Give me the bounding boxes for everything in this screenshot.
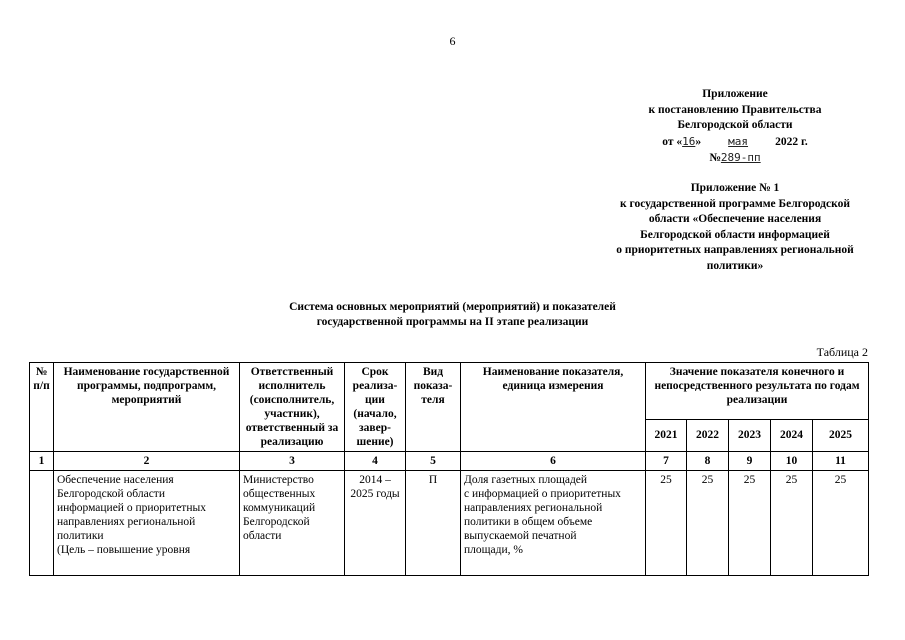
header-type: Вид показа-теля	[406, 363, 461, 452]
resolution-appendix-block	[600, 87, 870, 167]
header-year: 2023	[729, 419, 771, 451]
row-value-cell: 25	[729, 471, 771, 576]
header-year: 2021	[646, 419, 687, 451]
row-name-line: Обеспечение населения	[57, 474, 174, 486]
program-appendix-line: к государственной программе Белгородской	[620, 197, 850, 210]
header-indicator: Наименование показателя, единица измерения	[461, 363, 646, 452]
row-name-line: информацией о приоритетных	[57, 502, 206, 514]
header-name: Наименование государственной программы, подпрограмм, мероприятий	[54, 363, 240, 452]
row-executor-cell	[240, 471, 345, 576]
appendix-date-line	[600, 134, 870, 151]
program-appendix-line: политики»	[706, 259, 764, 272]
row-value-cell: 25	[687, 471, 729, 576]
header-num: № п/п	[30, 363, 54, 452]
row-indicator-line: Доля газетных площадей	[464, 474, 588, 486]
handwritten-date-day: 16	[682, 134, 696, 148]
appendix-number-line	[600, 150, 870, 167]
column-number: 11	[813, 452, 869, 471]
column-number: 8	[687, 452, 729, 471]
date-prefix: от «	[662, 135, 683, 148]
row-indicator-line: политики в общем объеме	[464, 516, 593, 528]
column-number: 1	[30, 452, 54, 471]
column-number: 9	[729, 452, 771, 471]
header-values: Значение показателя конечного и непосредственного результата по годам реализации	[646, 363, 869, 420]
program-appendix-block	[586, 181, 884, 274]
header-year: 2022	[687, 419, 729, 451]
appendix-line: к постановлению Правительства	[648, 103, 822, 116]
date-mid: »	[695, 135, 702, 148]
handwritten-date-month: мая	[728, 134, 749, 148]
row-value-cell: 25	[646, 471, 687, 576]
indicators-table	[29, 362, 869, 576]
number-prefix: №	[709, 152, 721, 164]
row-term-line: 2025 годы	[350, 488, 400, 500]
header-executor: Ответственный исполнитель (соисполнитель, участник), ответственный за реализацию	[240, 363, 345, 452]
row-term-cell	[345, 471, 406, 576]
row-indicator-line: направлениях региональной	[464, 502, 603, 514]
row-executor-line: общественных	[243, 488, 316, 500]
column-number: 3	[240, 452, 345, 471]
row-indicator-line: площади, %	[464, 544, 523, 556]
column-number: 2	[54, 452, 240, 471]
title-line: Система основных мероприятий (мероприятий) и показателей	[289, 301, 616, 313]
row-indicator-line: с информацией о приоритетных	[464, 488, 621, 500]
column-number: 10	[771, 452, 813, 471]
row-indicator-line: выпускаемой печатной	[464, 530, 577, 542]
row-type-cell: П	[406, 471, 461, 576]
column-number: 7	[646, 452, 687, 471]
table-label: Таблица 2	[816, 345, 868, 359]
row-executor-line: коммуникаций	[243, 502, 316, 514]
title-line: государственной программы на II этапе реализации	[316, 316, 589, 328]
row-executor-line: области	[243, 530, 282, 542]
row-name-cell	[54, 471, 240, 576]
appendix-line: Белгородской области	[677, 119, 793, 131]
program-appendix-line: о приоритетных направлениях региональной	[616, 244, 854, 256]
handwritten-document-number: 289-пп	[720, 151, 761, 164]
row-value-cell: 25	[771, 471, 813, 576]
document-title	[200, 300, 705, 330]
row-name-line: направлениях региональной	[57, 516, 196, 528]
row-value-cell: 25	[813, 471, 869, 576]
program-appendix-line: Белгородской области информацией	[640, 228, 830, 241]
program-appendix-line: области «Обеспечение населения	[648, 213, 822, 225]
page-number: 6	[449, 34, 456, 48]
column-number: 4	[345, 452, 406, 471]
row-name-line: (Цель – повышение уровня	[57, 544, 191, 556]
header-year: 2024	[771, 419, 813, 451]
program-appendix-line: Приложение № 1	[690, 182, 780, 194]
row-executor-line: Белгородской	[243, 516, 310, 528]
appendix-line: Приложение	[702, 88, 768, 100]
table-row	[30, 471, 869, 576]
column-number: 6	[461, 452, 646, 471]
row-executor-line: Министерство	[243, 474, 314, 486]
row-term-line: 2014 –	[359, 474, 391, 486]
column-number-row	[30, 452, 869, 471]
header-year: 2025	[813, 419, 869, 451]
row-indicator-cell	[461, 471, 646, 576]
row-name-line: Белгородской области	[57, 488, 165, 500]
date-year: 2022 г.	[775, 135, 808, 148]
column-number: 5	[406, 452, 461, 471]
row-num-cell	[30, 471, 54, 576]
row-name-line: политики	[57, 530, 104, 542]
header-term: Срок реализа-ции (начало, завер-шение)	[345, 363, 406, 452]
